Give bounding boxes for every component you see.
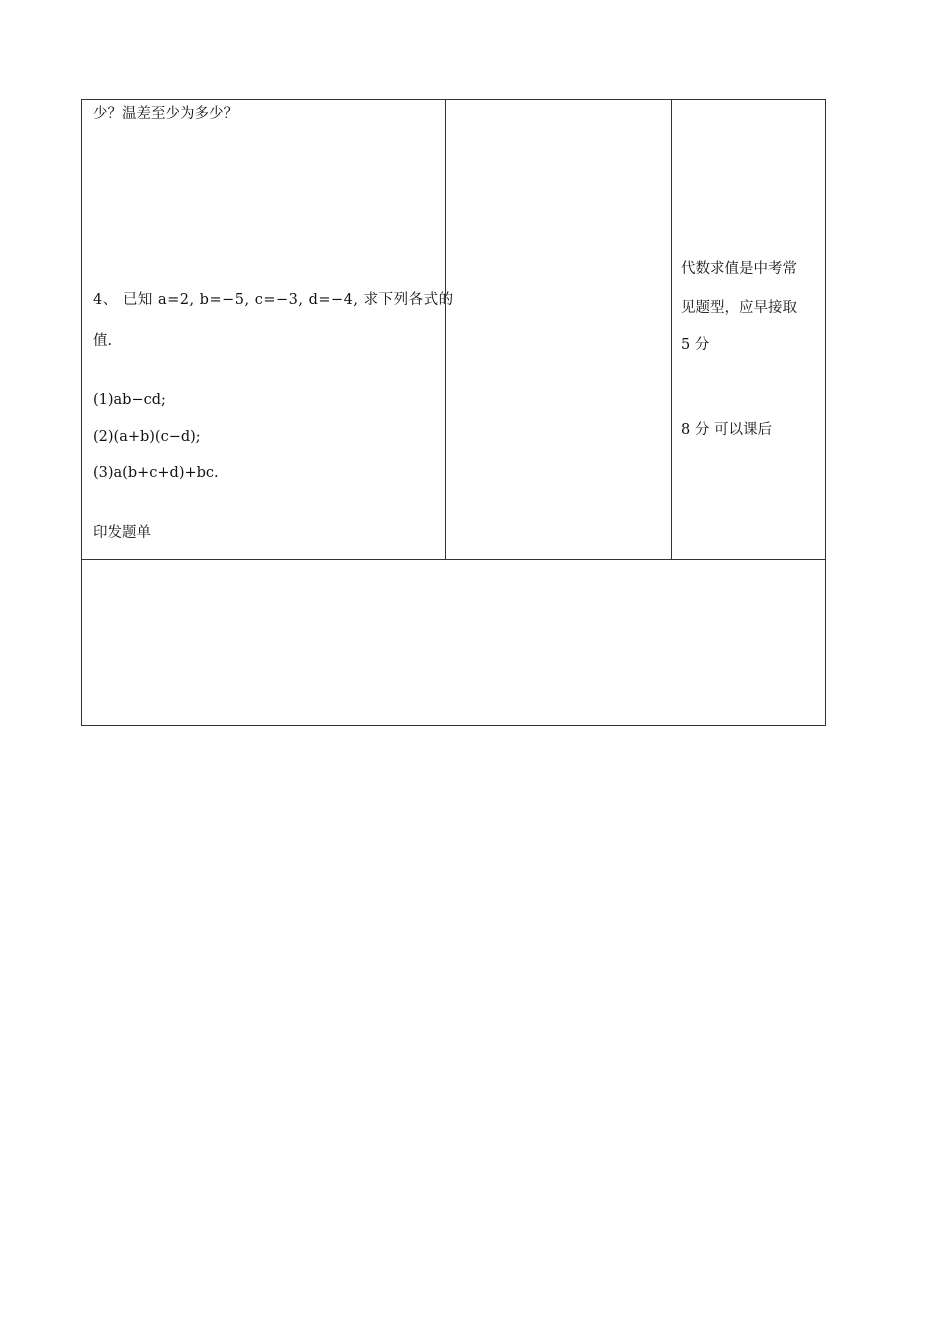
q4-part-2: (2)(a+b)(c−d); — [93, 429, 201, 445]
note-line-1: 代数求值是中考常 — [681, 261, 797, 277]
handout-text: 印发题单 — [93, 525, 151, 541]
content-column — [82, 100, 454, 559]
q4-intro-line1: 4、 已知 a=2, b=−5, c=−3, d=−4, 求下列各式的 — [93, 292, 454, 308]
q4-part-3: (3)a(b+c+d)+bc. — [93, 465, 219, 481]
note-line-2: 见题型，应早接取 — [681, 300, 797, 316]
note-line-4: 8 分 可以课后 — [681, 422, 772, 438]
q3-continuation-text: 少？温差至少为多少？ — [93, 106, 238, 122]
lesson-table — [81, 99, 826, 726]
q4-intro-line2: 值. — [93, 333, 113, 349]
notes-column — [672, 100, 825, 559]
table-row-top — [82, 100, 825, 560]
note-line-3: 5 分 — [681, 337, 710, 353]
q4-part-1: (1)ab−cd; — [93, 392, 166, 408]
activity-column — [446, 100, 672, 559]
table-row-bottom — [82, 560, 825, 725]
